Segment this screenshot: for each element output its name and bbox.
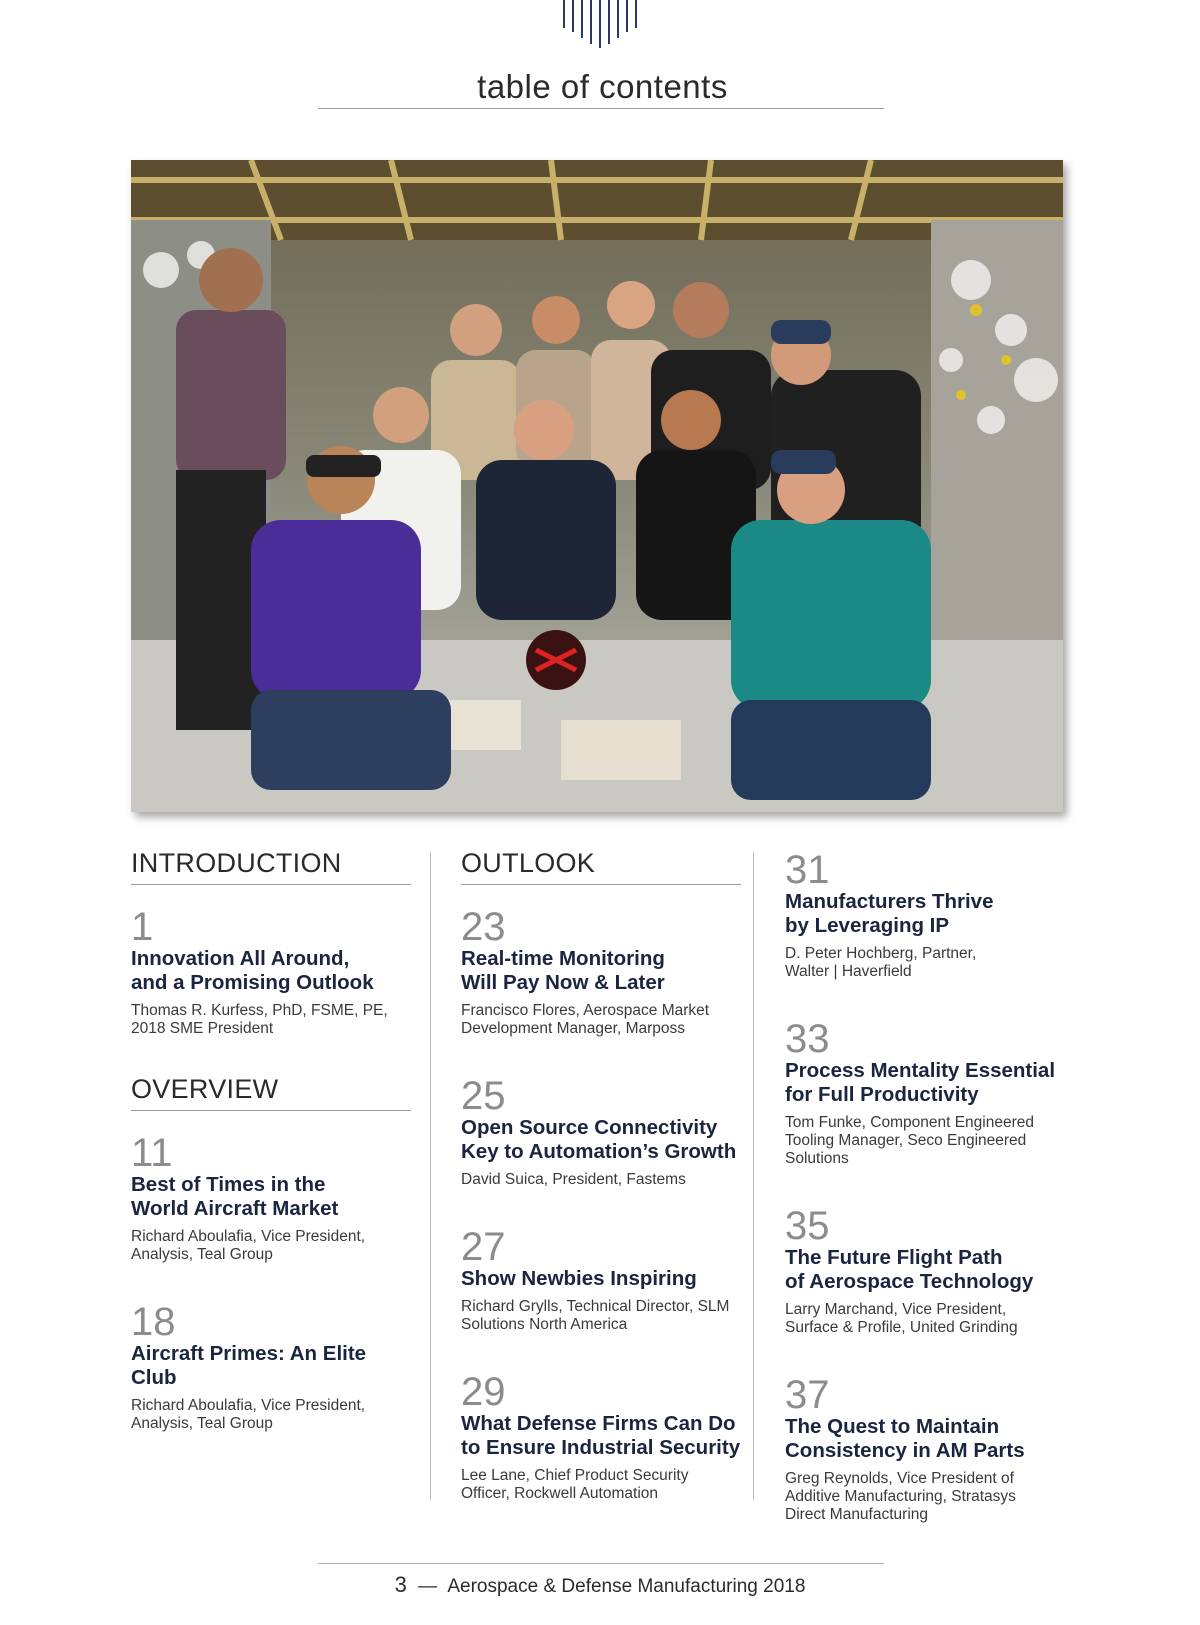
entry-title	[785, 890, 1075, 938]
section-introduction	[131, 850, 411, 1038]
entry-author-line: Solutions	[785, 1150, 849, 1167]
entry-title-line: Will Pay Now & Later	[461, 971, 665, 994]
entry-title	[461, 1267, 741, 1291]
entry-title	[131, 947, 411, 995]
entry-title-line: to Ensure Industrial Security	[461, 1436, 741, 1459]
entry-author-line: Analysis, Teal Group	[131, 1415, 273, 1432]
toc-column-2	[461, 850, 741, 1541]
page-number: 11	[131, 1131, 173, 1175]
entry-author-line: Thomas R. Kurfess, PhD, FSME, PE,	[131, 1002, 388, 1019]
page-number: 31	[785, 848, 830, 892]
entry-title	[131, 1342, 411, 1390]
entry-author	[461, 1002, 741, 1038]
toc-entry[interactable]	[461, 1076, 741, 1189]
entry-title	[461, 1116, 741, 1164]
toc-entry[interactable]	[785, 850, 1075, 981]
toc-entry[interactable]	[461, 1372, 741, 1503]
entry-author-line: Richard Aboulafia, Vice President,	[131, 1228, 366, 1245]
column-divider	[753, 852, 754, 1500]
page-footer	[0, 1572, 1200, 1598]
page-number: 27	[461, 1225, 506, 1269]
entry-title-line: Innovation All Around,	[131, 947, 350, 970]
page-number: 37	[785, 1373, 830, 1417]
section-overview	[131, 1076, 411, 1433]
entry-title	[785, 1246, 1075, 1294]
column-divider	[430, 852, 431, 1500]
entry-title-line: and a Promising Outlook	[131, 971, 374, 994]
toc-entry[interactable]	[131, 907, 411, 1038]
page-title: table of contents	[477, 68, 728, 105]
entry-title-line: Show Newbies Inspiring	[461, 1267, 697, 1290]
section-outlook	[461, 850, 741, 1503]
section-heading: OUTLOOK	[461, 850, 741, 885]
entry-author-line: Larry Marchand, Vice President,	[785, 1301, 1007, 1318]
toc-entry[interactable]	[785, 1206, 1075, 1337]
entry-author-line: Additive Manufacturing, Stratasys	[785, 1488, 1016, 1505]
entry-title-line: Best of Times in the	[131, 1173, 326, 1196]
entry-title-line: Open Source Connectivity	[461, 1116, 718, 1139]
page-number: 29	[461, 1370, 506, 1414]
footer-separator: —	[418, 1576, 438, 1597]
entry-title-line: World Aircraft Market	[131, 1197, 339, 1220]
entry-title-line: The Quest to Maintain	[785, 1415, 1000, 1438]
page-number: 1	[131, 905, 154, 949]
toc-entry[interactable]	[131, 1302, 411, 1433]
entry-author-line: Greg Reynolds, Vice President of	[785, 1470, 1014, 1487]
entry-author-line: Tooling Manager, Seco Engineered	[785, 1132, 1027, 1149]
entry-author-line: Lee Lane, Chief Product Security	[461, 1467, 689, 1484]
section-heading: OVERVIEW	[131, 1076, 411, 1111]
toc-entry[interactable]	[785, 1019, 1075, 1168]
toc-entry[interactable]	[461, 1227, 741, 1334]
group-photo	[131, 160, 1063, 812]
entry-title	[131, 1173, 411, 1221]
entry-title	[461, 1412, 741, 1460]
entry-title-line: Process Mentality Essential	[785, 1059, 1056, 1082]
entry-author-line: Direct Manufacturing	[785, 1506, 929, 1523]
entry-author-line: Walter | Haverfield	[785, 963, 912, 980]
entry-author-line: Development Manager, Marposs	[461, 1020, 686, 1037]
entry-author-line: Officer, Rockwell Automation	[461, 1485, 658, 1502]
entry-author-line: Francisco Flores, Aerospace Market	[461, 1002, 710, 1019]
entry-title-line: What Defense Firms Can Do	[461, 1412, 736, 1435]
entry-author-line: D. Peter Hochberg, Partner,	[785, 945, 977, 962]
entry-author	[461, 1298, 741, 1334]
entry-title-line: for Full Productivity	[785, 1083, 979, 1106]
page-number: 25	[461, 1074, 506, 1118]
page-number: 23	[461, 905, 506, 949]
entry-author	[131, 1002, 411, 1038]
entry-author-line: Solutions North America	[461, 1316, 628, 1333]
toc-entry[interactable]	[461, 907, 741, 1038]
entry-author	[461, 1467, 741, 1503]
page-number: 33	[785, 1017, 830, 1061]
entry-title-line: Aircraft Primes: An Elite Club	[131, 1342, 367, 1389]
entry-author	[785, 1114, 1075, 1168]
entry-title	[785, 1059, 1075, 1107]
entry-author	[461, 1171, 741, 1189]
entry-title-line: Consistency in AM Parts	[785, 1439, 1025, 1462]
entry-author	[131, 1228, 411, 1264]
entry-author	[131, 1397, 411, 1433]
entry-author	[785, 1470, 1075, 1524]
page-number: 35	[785, 1204, 830, 1248]
entry-title-line: Key to Automation’s Growth	[461, 1140, 737, 1163]
page-number: 18	[131, 1300, 176, 1344]
entry-title	[785, 1415, 1075, 1463]
entry-author-line: David Suica, President, Fastems	[461, 1171, 686, 1188]
toc-column-1	[131, 850, 411, 1471]
entry-title-line: Real-time Monitoring	[461, 947, 665, 970]
entry-title	[461, 947, 741, 995]
entry-title-line: by Leveraging IP	[785, 914, 950, 937]
entry-title-line: of Aerospace Technology	[785, 1270, 1034, 1293]
entry-author-line: Surface & Profile, United Grinding	[785, 1319, 1018, 1336]
entry-author-line: 2018 SME President	[131, 1020, 274, 1037]
toc-entry[interactable]	[785, 1375, 1075, 1524]
header-bars-icon	[560, 0, 640, 48]
entry-author-line: Analysis, Teal Group	[131, 1246, 273, 1263]
toc-column-3	[785, 850, 1075, 1562]
entry-author	[785, 1301, 1075, 1337]
footer-divider	[318, 1563, 884, 1564]
entry-author	[785, 945, 1075, 981]
toc-entry[interactable]	[131, 1133, 411, 1264]
entry-title-line: The Future Flight Path	[785, 1246, 1003, 1269]
footer-page-number: 3	[394, 1572, 407, 1597]
entry-author-line: Richard Aboulafia, Vice President,	[131, 1397, 366, 1414]
entry-author-line: Tom Funke, Component Engineered	[785, 1114, 1035, 1131]
entry-author-line: Richard Grylls, Technical Director, SLM	[461, 1298, 730, 1315]
entry-title-line: Manufacturers Thrive	[785, 890, 994, 913]
section-heading: INTRODUCTION	[131, 850, 411, 885]
title-divider	[318, 108, 884, 109]
footer-publication: Aerospace & Defense Manufacturing 2018	[447, 1576, 806, 1597]
